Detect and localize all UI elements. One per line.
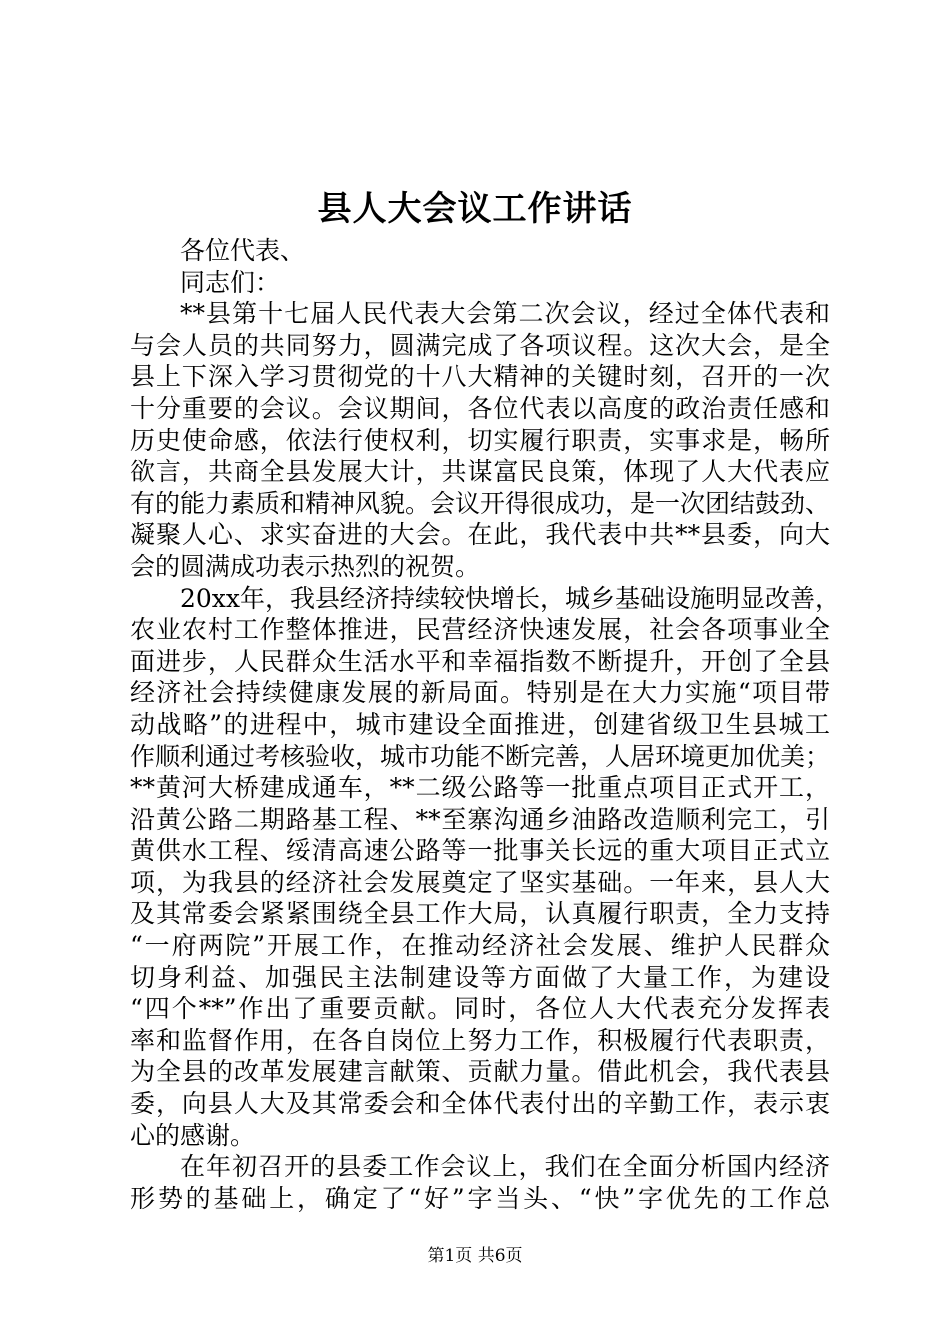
text-line: 为全县的改革发展建言献策、贡献力量。借此机会，我代表县 — [130, 1057, 830, 1087]
text-line: 动战略”的进程中，城市建设全面推进，创建省级卫生县城工 — [130, 709, 830, 739]
text-line: 十分重要的会议。会议期间，各位代表以高度的政治责任感和 — [130, 393, 830, 423]
text-line: 与会人员的共同努力，圆满完成了各项议程。这次大会，是全 — [130, 330, 830, 360]
text-line: 县上下深入学习贯彻党的十八大精神的关键时刻，召开的一次 — [130, 362, 830, 392]
text-line: “一府两院”开展工作，在推动经济社会发展、维护人民群众 — [130, 931, 830, 961]
text-line: 历史使命感，依法行使权利，切实履行职责，实事求是，畅所 — [130, 425, 830, 455]
text-line: **黄河大桥建成通车，**二级公路等一批重点项目正式开工， — [130, 773, 830, 803]
text-line: 心的感谢。 — [130, 1120, 256, 1150]
text-line: 沿黄公路二期路基工程、**至寨沟通乡油路改造顺利完工，引 — [130, 804, 830, 834]
text-line: “四个**”作出了重要贡献。同时，各位人大代表充分发挥表 — [130, 994, 830, 1024]
text-line: 面进步，人民群众生活水平和幸福指数不断提升，开创了全县 — [130, 646, 830, 676]
text-line: 切身利益、加强民主法制建设等方面做了大量工作，为建设 — [130, 962, 830, 992]
salutation-line: 同志们： — [180, 267, 281, 297]
text-line: 会的圆满成功表示热烈的祝贺。 — [130, 551, 481, 581]
page-footer: 第1页 共6页 — [427, 1246, 523, 1266]
text-line: 经济社会持续健康发展的新局面。特别是在大力实施“项目带 — [130, 678, 830, 708]
document-title: 县人大会议工作讲话 — [317, 189, 633, 229]
paragraph — [130, 298, 830, 582]
text-line: 欲言，共商全县发展大计，共谋富民良策，体现了人大代表应 — [130, 457, 830, 487]
text-line: 农业农村工作整体推进，民营经济快速发展，社会各项事业全 — [130, 615, 830, 645]
text-line: 及其常委会紧紧围绕全县工作大局，认真履行职责，全力支持 — [130, 899, 830, 929]
text-line: **县第十七届人民代表大会第二次会议，经过全体代表和 — [180, 299, 830, 329]
text-line: 率和监督作用，在各自岗位上努力工作，积极履行代表职责， — [130, 1025, 830, 1055]
text-line: 形势的基础上，确定了“好”字当头、“快”字优先的工作总 — [130, 1183, 830, 1213]
document-body — [130, 235, 841, 1214]
text-line: 黄供水工程、绥清高速公路等一批事关长远的重大项目正式立 — [130, 836, 830, 866]
text-line: 凝聚人心、求实奋进的大会。在此，我代表中共**县委，向大 — [130, 520, 830, 550]
paragraph — [130, 1151, 830, 1214]
text-line: 项，为我县的经济社会发展奠定了坚实基础。一年来，县人大 — [130, 867, 830, 897]
text-line: 有的能力素质和精神风貌。会议开得很成功，是一次团结鼓劲、 — [130, 488, 831, 518]
text-line: 作顺利通过考核验收，城市功能不断完善，人居环境更加优美； — [130, 741, 831, 771]
text-line: 在年初召开的县委工作会议上，我们在全面分析国内经济 — [180, 1152, 830, 1182]
text-line: 委，向县人大及其常委会和全体代表付出的辛勤工作，表示衷 — [130, 1089, 830, 1119]
salutation-line: 各位代表、 — [180, 236, 306, 265]
paragraph — [130, 583, 841, 1152]
text-line: 20xx年，我县经济持续较快增长，城乡基础设施明显改善， — [180, 583, 841, 613]
